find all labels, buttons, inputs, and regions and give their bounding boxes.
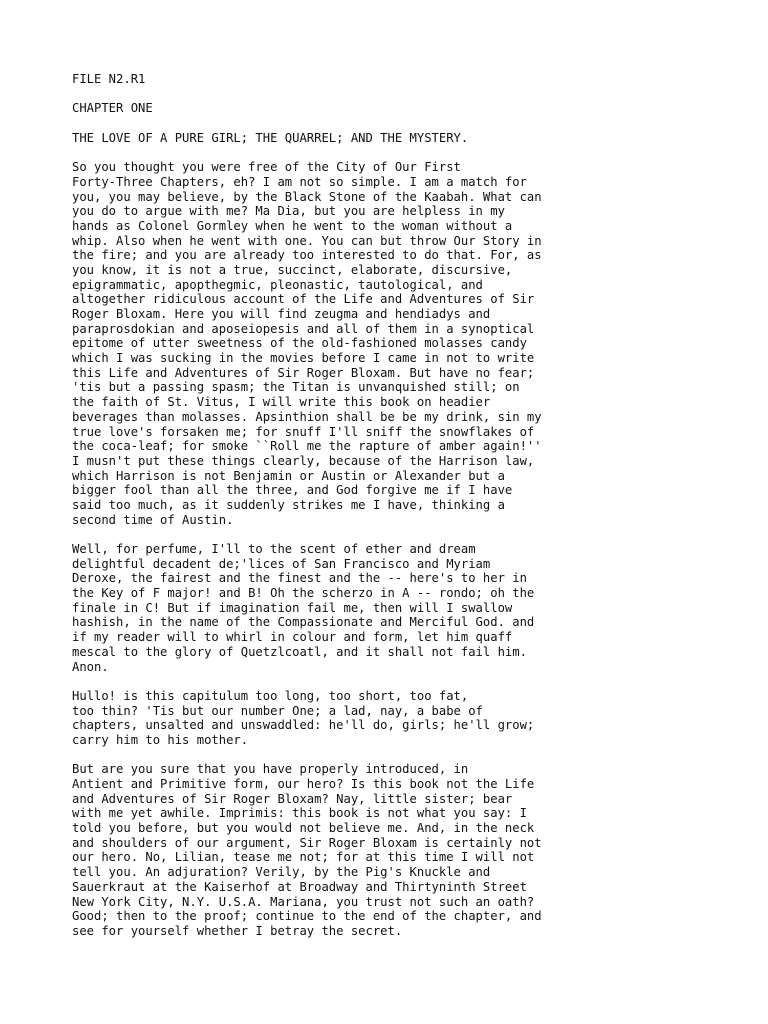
text-line: this Life and Adventures of Sir Roger Bloxam. But have no fear;: [72, 365, 535, 380]
text-line: chapters, unsalted and unswaddled: he'll do, girls; he'll grow;: [72, 718, 535, 733]
text-line: Good; then to the proof; continue to the end of the chapter, and: [72, 909, 542, 924]
text-line: hashish, in the name of the Compassionate and Merciful God. and: [72, 615, 535, 630]
text-line: I musn't put these things clearly, because of the Harrison law,: [72, 453, 535, 468]
text-line: Sauerkraut at the Kaiserhof at Broadway and Thirtyninth Street: [72, 879, 527, 894]
text-line: Well, for perfume, I'll to the scent of ether and dream: [72, 542, 476, 557]
text-line: said too much, as it suddenly strikes me I have, thinking a: [72, 497, 505, 512]
text-line: finale in C! But if imagination fail me, then will I swallow: [72, 600, 513, 615]
text-line: true love's forsaken me; for snuff I'll sniff the snowflakes of: [72, 424, 535, 439]
text-line: Forty-Three Chapters, eh? I am not so simple. I am a match for: [72, 174, 527, 189]
text-line: Roger Bloxam. Here you will find zeugma and hendiadys and: [72, 307, 491, 322]
chapter-body: [72, 160, 732, 938]
text-line: paraprosdokian and aposeiopesis and all of them in a synoptical: [72, 321, 535, 336]
text-line: if my reader will to whirl in colour and form, let him quaff: [72, 630, 513, 645]
text-line: which Harrison is not Benjamin or Austin or Alexander but a: [72, 468, 505, 483]
file-label: FILE N2.R1: [72, 72, 146, 86]
text-line: the faith of St. Vitus, I will write this book on headier: [72, 395, 491, 410]
text-line: So you thought you were free of the City of Our First: [72, 160, 461, 175]
paragraph: [72, 542, 732, 674]
text-line: the Key of F major! and B! Oh the scherzo in A -- rondo; oh the: [72, 586, 535, 601]
paragraph: [72, 762, 732, 938]
text-line: Antient and Primitive form, our hero? Is this book not the Life: [72, 777, 535, 792]
text-line: epigrammatic, apopthegmic, pleonastic, tautological, and: [72, 277, 483, 292]
text-line: Anon.: [72, 659, 109, 674]
text-line: you do to argue with me? Ma Dia, but you are helpless in my: [72, 204, 505, 219]
paragraph: [72, 689, 732, 748]
text-line: Deroxe, the fairest and the finest and the -- here's to her in: [72, 571, 527, 586]
text-line: see for yourself whether I betray the secret.: [72, 923, 403, 938]
chapter-title: CHAPTER ONE: [72, 101, 153, 116]
text-line: the coca-leaf; for smoke ``Roll me the rapture of amber again!'': [72, 439, 542, 454]
text-line: 'tis but a passing spasm; the Titan is unvanquished still; on: [72, 380, 520, 395]
text-line: tell you. An adjuration? Verily, by the Pig's Knuckle and: [72, 865, 491, 880]
chapter-subtitle: THE LOVE OF A PURE GIRL; THE QUARREL; AND THE MYSTERY.: [72, 130, 469, 145]
text-line: with me yet awhile. Imprimis: this book is not what you say: I: [72, 806, 527, 821]
text-line: our hero. No, Lilian, tease me not; for at this time I will not: [72, 850, 535, 865]
text-line: whip. Also when he went with one. You can but throw Our Story in: [72, 233, 542, 248]
text-line: and shoulders of our argument, Sir Roger Bloxam is certainly not: [72, 835, 542, 850]
text-line: carry him to his mother.: [72, 732, 249, 747]
text-line: delightful decadent de;'lices of San Francisco and Myriam: [72, 556, 491, 571]
text-line: But are you sure that you have properly introduced, in: [72, 762, 469, 777]
text-line: which I was sucking in the movies before I came in not to write: [72, 351, 535, 366]
text-line: the fire; and you are already too interested to do that. For, as: [72, 248, 542, 263]
text-line: hands as Colonel Gormley when he went to the woman without a: [72, 218, 513, 233]
text-line: altogether ridiculous account of the Life and Adventures of Sir: [72, 292, 535, 307]
text-line: too thin? 'Tis but our number One; a lad, nay, a babe of: [72, 703, 483, 718]
text-line: told you before, but you would not believe me. And, in the neck: [72, 821, 535, 836]
text-line: mescal to the glory of Quetzlcoatl, and it shall not fail him.: [72, 644, 527, 659]
text-line: second time of Austin.: [72, 512, 234, 527]
text-line: you know, it is not a true, succinct, elaborate, discursive,: [72, 262, 513, 277]
text-line: and Adventures of Sir Roger Bloxam? Nay, little sister; bear: [72, 791, 513, 806]
text-line: beverages than molasses. Apsinthion shall be be my drink, sin my: [72, 409, 542, 424]
text-line: bigger fool than all the three, and God forgive me if I have: [72, 483, 513, 498]
text-line: New York City, N.Y. U.S.A. Mariana, you trust not such an oath?: [72, 894, 535, 909]
text-line: Hullo! is this capitulum too long, too short, too fat,: [72, 688, 469, 703]
text-line: you, you may believe, by the Black Stone of the Kaabah. What can: [72, 189, 542, 204]
text-line: epitome of utter sweetness of the old-fashioned molasses candy: [72, 336, 527, 351]
paragraph: [72, 160, 732, 527]
document-page: [72, 72, 732, 953]
